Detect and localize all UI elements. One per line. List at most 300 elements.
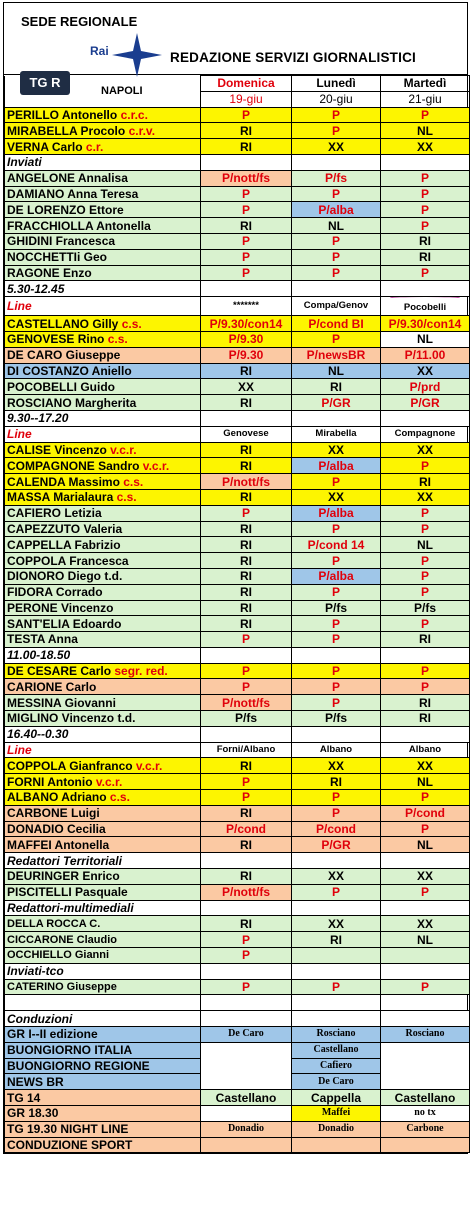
- shift-cell: Compagnone: [381, 426, 470, 442]
- shift-cell: P: [201, 265, 292, 281]
- staff-row: [5, 584, 470, 600]
- staff-name: VERNA Carlo: [7, 139, 83, 154]
- day-date: 19-giu: [201, 91, 292, 107]
- section-row: [5, 410, 470, 426]
- shift-cell: P: [292, 805, 381, 821]
- shift-cell: P: [292, 249, 381, 265]
- shift-cell: [292, 154, 381, 170]
- conduzione-row: [5, 1058, 470, 1074]
- shift-cell: [381, 647, 470, 663]
- conduttore-cell: [201, 1137, 292, 1153]
- shift-cell: P: [201, 632, 292, 648]
- conduttore-cell: Castellano: [201, 1090, 292, 1106]
- rai-star-logo-icon: [112, 33, 162, 77]
- shift-cell: [381, 853, 470, 869]
- shift-cell: P: [381, 521, 470, 537]
- shift-cell: P: [201, 774, 292, 790]
- conduttore-cell: Cafiero: [292, 1058, 381, 1074]
- shift-cell: [292, 410, 381, 426]
- program-name: CONDUZIONE SPORT: [5, 1137, 201, 1153]
- staff-name-cell: [5, 537, 201, 553]
- shift-cell: P: [201, 932, 292, 948]
- staff-name: ALBANO Adriano: [7, 790, 107, 805]
- staff-row: [5, 821, 470, 837]
- staff-role: c.s.: [109, 790, 130, 805]
- shift-cell: [292, 900, 381, 916]
- staff-name-cell: [5, 663, 201, 679]
- shift-cell: [201, 726, 292, 742]
- staff-name-cell: [5, 489, 201, 505]
- staff-name-cell: [5, 139, 201, 155]
- section-row: [5, 281, 470, 297]
- shift-cell: XX: [292, 916, 381, 932]
- staff-name: CAPPELLA Fabrizio: [7, 537, 121, 552]
- staff-row: [5, 916, 470, 932]
- shift-cell: [201, 154, 292, 170]
- shift-cell: P: [201, 679, 292, 695]
- date-header-row: [5, 91, 470, 107]
- staff-name: Inviati-tco: [7, 964, 64, 979]
- shift-cell: P: [381, 107, 470, 123]
- shift-cell: P: [381, 679, 470, 695]
- staff-name: GHIDINI Francesca: [7, 234, 116, 249]
- shift-cell: XX: [381, 916, 470, 932]
- staff-row: [5, 265, 470, 281]
- line-row: [5, 426, 470, 442]
- shift-cell: [292, 948, 381, 964]
- staff-name: DELLA ROCCA C.: [7, 917, 101, 930]
- staff-name: DE LORENZO Ettore: [7, 202, 124, 217]
- napoli-label: NAPOLI: [101, 85, 143, 97]
- shift-cell: P: [292, 584, 381, 600]
- conduttore-cell: Maffei: [292, 1106, 381, 1122]
- shift-cell: P: [201, 505, 292, 521]
- shift-cell: [201, 963, 292, 979]
- staff-name-cell: [5, 363, 201, 379]
- staff-name-cell: [5, 281, 201, 297]
- shift-cell: XX: [381, 442, 470, 458]
- staff-name-cell: [5, 679, 201, 695]
- day-name: Lunedì: [292, 76, 381, 92]
- staff-name: Redattori-multimediali: [7, 901, 134, 916]
- staff-name: 16.40--0.30: [7, 727, 69, 742]
- shift-cell: RI: [201, 805, 292, 821]
- staff-role: c.s.: [123, 474, 144, 489]
- staff-row: [5, 458, 470, 474]
- shift-cell: Compa/Genov: [292, 297, 381, 316]
- shift-cell: P/fs: [381, 600, 470, 616]
- staff-row: [5, 979, 470, 995]
- shift-cell: NL: [381, 774, 470, 790]
- staff-name: DI COSTANZO Aniello: [7, 363, 132, 378]
- staff-name-cell: [5, 695, 201, 711]
- staff-row: [5, 600, 470, 616]
- shift-cell: P/nott/fs: [201, 695, 292, 711]
- staff-name: GENOVESE Rino: [7, 332, 105, 347]
- shift-cell: [381, 900, 470, 916]
- staff-name-cell: [5, 426, 201, 442]
- shift-cell: XX: [381, 758, 470, 774]
- shift-cell: [381, 410, 470, 426]
- shift-cell: *******: [201, 297, 292, 316]
- shift-cell: P/cond: [292, 821, 381, 837]
- staff-role: v.c.r.: [95, 774, 123, 789]
- staff-name: DIONORO Diego t.d.: [7, 569, 123, 584]
- shift-cell: RI: [201, 489, 292, 505]
- shift-cell: P/cond BI: [292, 316, 381, 332]
- shift-cell: P/newsBR: [292, 347, 381, 363]
- shift-cell: P: [201, 186, 292, 202]
- shift-cell: Genovese: [201, 426, 292, 442]
- staff-row: [5, 932, 470, 948]
- staff-row: [5, 679, 470, 695]
- staff-row: [5, 632, 470, 648]
- shift-cell: XX: [292, 869, 381, 885]
- shift-cell: RI: [201, 584, 292, 600]
- staff-row: [5, 711, 470, 727]
- staff-row: [5, 837, 470, 853]
- program-name: GR 18.30: [5, 1106, 201, 1122]
- staff-role: c.s.: [121, 316, 142, 331]
- conduttore-cell: Cappella: [292, 1090, 381, 1106]
- shift-cell: P: [381, 458, 470, 474]
- shift-cell: Mirabella: [292, 426, 381, 442]
- staff-name-cell: [5, 963, 201, 979]
- staff-name: 9.30--17.20: [7, 411, 69, 426]
- staff-row: [5, 553, 470, 569]
- shift-cell: XX: [381, 489, 470, 505]
- staff-name-cell: [5, 379, 201, 395]
- schedule-sheet: [3, 2, 468, 1154]
- section-row: [5, 647, 470, 663]
- shift-cell: [201, 281, 292, 297]
- conduzione-row: [5, 1090, 470, 1106]
- day-header-row: [5, 76, 470, 92]
- shift-cell: P: [381, 553, 470, 569]
- shift-cell: RI: [201, 616, 292, 632]
- shift-cell-text: Pocobelli: [403, 302, 447, 314]
- shift-cell: P: [292, 695, 381, 711]
- shift-cell: RI: [201, 363, 292, 379]
- shift-cell: P: [292, 979, 381, 995]
- shift-cell: P: [381, 790, 470, 806]
- conduttore-cell: Castellano: [381, 1090, 470, 1106]
- staff-name: MIRABELLA Procolo: [7, 123, 126, 138]
- conduttore-cell: De Caro: [292, 1074, 381, 1090]
- staff-name: COPPOLA Gianfranco: [7, 758, 133, 773]
- shift-cell: P/fs: [201, 711, 292, 727]
- staff-name: Line: [7, 299, 32, 314]
- staff-name-cell: [5, 249, 201, 265]
- shift-cell: RI: [201, 442, 292, 458]
- shift-cell: [201, 410, 292, 426]
- shift-cell: [292, 1011, 381, 1027]
- shift-cell: P: [381, 584, 470, 600]
- staff-name-cell: [5, 900, 201, 916]
- shift-cell: RI: [201, 458, 292, 474]
- staff-name: Line: [7, 743, 32, 758]
- staff-name: Line: [7, 427, 32, 442]
- staff-row: [5, 616, 470, 632]
- shift-cell: P/fs: [292, 600, 381, 616]
- staff-name: DE CARO Giuseppe: [7, 348, 121, 363]
- staff-name: MASSA Marialaura: [7, 490, 114, 505]
- staff-name: SANT'ELIA Edoardo: [7, 616, 122, 631]
- staff-name-cell: [5, 154, 201, 170]
- staff-name: PERILLO Antonello: [7, 107, 118, 122]
- staff-role: v.c.r.: [135, 758, 163, 773]
- shift-cell: Forni/Albano: [201, 742, 292, 758]
- shift-cell: P: [292, 884, 381, 900]
- staff-name-cell: [5, 711, 201, 727]
- shift-cell: RI: [201, 568, 292, 584]
- shift-cell: RI: [201, 521, 292, 537]
- staff-row: [5, 758, 470, 774]
- staff-row: [5, 537, 470, 553]
- shift-cell: [381, 297, 470, 316]
- redazione-title: REDAZIONE SERVIZI GIORNALISTICI: [170, 50, 416, 65]
- staff-row: [5, 395, 470, 411]
- shift-cell: P: [381, 505, 470, 521]
- staff-row: [5, 107, 470, 123]
- staff-name-cell: [5, 521, 201, 537]
- shift-cell: [292, 963, 381, 979]
- staff-name-cell: [5, 202, 201, 218]
- shift-cell: P: [201, 948, 292, 964]
- staff-name: DE CESARE Carlo: [7, 664, 112, 679]
- shift-cell: [292, 726, 381, 742]
- staff-name-cell: [5, 837, 201, 853]
- staff-name: MAFFEI Antonella: [7, 837, 110, 852]
- staff-name: Conduzioni: [7, 1011, 73, 1026]
- staff-role: c.r.c.: [120, 107, 148, 122]
- conduttore-cell: Rosciano: [381, 1027, 470, 1043]
- shift-cell: RI: [201, 869, 292, 885]
- conduttore-cell: [292, 1137, 381, 1153]
- shift-cell: P/cond: [201, 821, 292, 837]
- shift-cell: P/9.30/con14: [201, 316, 292, 332]
- program-name: NEWS BR: [5, 1074, 201, 1090]
- shift-cell: P/nott/fs: [201, 170, 292, 186]
- staff-name-cell: [5, 584, 201, 600]
- shift-cell: P: [292, 632, 381, 648]
- staff-name-cell: [5, 331, 201, 347]
- shift-cell: XX: [292, 489, 381, 505]
- staff-name-cell: [5, 616, 201, 632]
- conduzione-row: [5, 1106, 470, 1122]
- staff-row: [5, 505, 470, 521]
- section-row: [5, 900, 470, 916]
- schedule-table: [4, 75, 470, 1153]
- staff-row: [5, 884, 470, 900]
- shift-cell: P: [201, 107, 292, 123]
- shift-cell: P/9.30: [201, 331, 292, 347]
- section-row: [5, 726, 470, 742]
- shift-cell: P/11.00: [381, 347, 470, 363]
- shift-cell: RI: [201, 837, 292, 853]
- shift-cell: RI: [381, 474, 470, 490]
- staff-name-cell: [5, 218, 201, 234]
- shift-cell: [381, 948, 470, 964]
- shift-cell: P: [201, 249, 292, 265]
- staff-name-cell: [5, 410, 201, 426]
- program-name: TG 14: [5, 1090, 201, 1106]
- staff-name-cell: [5, 774, 201, 790]
- shift-cell: P: [292, 663, 381, 679]
- shift-cell: P: [201, 663, 292, 679]
- section-row: [5, 963, 470, 979]
- staff-name-cell: [5, 568, 201, 584]
- shift-cell: P: [381, 821, 470, 837]
- staff-name-cell: [5, 869, 201, 885]
- shift-cell: P: [381, 170, 470, 186]
- shift-cell: [201, 995, 292, 1011]
- staff-name: FORNI Antonio: [7, 774, 93, 789]
- staff-name: ANGELONE Annalisa: [7, 171, 128, 186]
- staff-name: CICCARONE Claudio: [7, 933, 117, 946]
- staff-name: MESSINA Giovanni: [7, 695, 116, 710]
- shift-cell: P: [292, 265, 381, 281]
- shift-cell: Albano: [292, 742, 381, 758]
- staff-name-cell: [5, 821, 201, 837]
- staff-row: [5, 489, 470, 505]
- conduttore-cell: no tx: [381, 1106, 470, 1122]
- shift-cell: [201, 1011, 292, 1027]
- staff-name: ROSCIANO Margherita: [7, 395, 137, 410]
- staff-name-cell: [5, 123, 201, 139]
- shift-cell: RI: [292, 379, 381, 395]
- shift-cell: XX: [381, 139, 470, 155]
- staff-name: CARIONE Carlo: [7, 679, 97, 694]
- staff-name-cell: [5, 297, 201, 316]
- staff-name: PISCITELLI Pasquale: [7, 885, 128, 900]
- sede-label: SEDE REGIONALE: [21, 14, 138, 29]
- staff-row: [5, 790, 470, 806]
- staff-name-cell: [5, 442, 201, 458]
- staff-name-cell: [5, 553, 201, 569]
- section-row: [5, 1011, 470, 1027]
- staff-row: [5, 202, 470, 218]
- staff-role: c.s.: [116, 490, 137, 505]
- shift-cell: P: [201, 979, 292, 995]
- sheet-header: [4, 3, 467, 75]
- staff-name: DEURINGER Enrico: [7, 869, 120, 884]
- shift-cell: [292, 853, 381, 869]
- shift-cell: RI: [201, 537, 292, 553]
- staff-name-cell: [5, 932, 201, 948]
- shift-cell: P/alba: [292, 202, 381, 218]
- shift-cell: P: [292, 553, 381, 569]
- staff-row: [5, 568, 470, 584]
- staff-name-cell: [5, 347, 201, 363]
- shift-cell: P: [381, 218, 470, 234]
- shift-cell: XX: [292, 139, 381, 155]
- staff-row: [5, 139, 470, 155]
- shift-cell: P: [381, 979, 470, 995]
- staff-name: DONADIO Cecilia: [7, 822, 106, 837]
- section-row: [5, 853, 470, 869]
- staff-name: PERONE Vincenzo: [7, 600, 114, 615]
- staff-name: OCCHIELLO Gianni: [7, 949, 110, 962]
- shift-cell: P: [292, 331, 381, 347]
- shift-cell: P/GR: [292, 395, 381, 411]
- staff-role: c.r.: [85, 139, 104, 154]
- staff-name: CAPEZZUTO Valeria: [7, 521, 123, 536]
- shift-cell: P/alba: [292, 505, 381, 521]
- shift-cell: P/9.30/con14: [381, 316, 470, 332]
- shift-cell: P: [292, 521, 381, 537]
- shift-cell: [292, 995, 381, 1011]
- shift-cell: RI: [292, 932, 381, 948]
- staff-name-cell: [5, 916, 201, 932]
- conduzione-row: [5, 1074, 470, 1090]
- conduzione-row: [5, 1042, 470, 1058]
- staff-row: [5, 379, 470, 395]
- staff-row: [5, 774, 470, 790]
- section-row: [5, 154, 470, 170]
- staff-name: POCOBELLI Guido: [7, 379, 115, 394]
- conduttore-cell: [381, 1074, 470, 1090]
- shift-cell: NL: [292, 218, 381, 234]
- shift-cell: P: [292, 679, 381, 695]
- shift-cell: XX: [381, 869, 470, 885]
- shift-cell: RI: [201, 916, 292, 932]
- shift-cell: NL: [381, 331, 470, 347]
- shift-cell: P: [201, 233, 292, 249]
- staff-name-cell: [5, 170, 201, 186]
- shift-cell: XX: [201, 379, 292, 395]
- shift-cell: P: [381, 884, 470, 900]
- staff-name-cell: [5, 853, 201, 869]
- shift-cell: P: [292, 186, 381, 202]
- conduttore-cell: [201, 1042, 292, 1058]
- staff-row: [5, 316, 470, 332]
- staff-name-cell: [5, 458, 201, 474]
- shift-cell: P/GR: [381, 395, 470, 411]
- conduzione-row: [5, 1027, 470, 1043]
- shift-cell: P/9.30: [201, 347, 292, 363]
- program-name: GR I--II edizione: [5, 1027, 201, 1043]
- conduttore-cell: [381, 1137, 470, 1153]
- shift-cell: P: [292, 616, 381, 632]
- staff-name-cell: [5, 790, 201, 806]
- staff-name: DAMIANO Anna Teresa: [7, 186, 139, 201]
- shift-cell: [381, 726, 470, 742]
- staff-name: COPPOLA Francesca: [7, 553, 129, 568]
- shift-cell: P: [381, 186, 470, 202]
- shift-cell: NL: [381, 537, 470, 553]
- shift-cell: P/prd: [381, 379, 470, 395]
- conduttore-cell: Donadio: [292, 1121, 381, 1137]
- staff-name: FIDORA Corrado: [7, 585, 103, 600]
- shift-cell: [292, 647, 381, 663]
- program-name: TG 19.30 NIGHT LINE: [5, 1121, 201, 1137]
- staff-name-cell: [5, 186, 201, 202]
- staff-row: [5, 331, 470, 347]
- staff-row: [5, 995, 470, 1011]
- shift-cell: [381, 281, 470, 297]
- shift-cell: P: [381, 568, 470, 584]
- shift-cell: [201, 647, 292, 663]
- rai-logo-text: Rai: [90, 44, 109, 58]
- staff-role: v.c.r.: [142, 458, 170, 473]
- shift-cell: RI: [381, 632, 470, 648]
- staff-name: Redattori Territoriali: [7, 853, 122, 868]
- shift-cell: RI: [201, 395, 292, 411]
- staff-name-cell: [5, 805, 201, 821]
- shift-cell: P/alba: [292, 458, 381, 474]
- staff-name-cell: [5, 948, 201, 964]
